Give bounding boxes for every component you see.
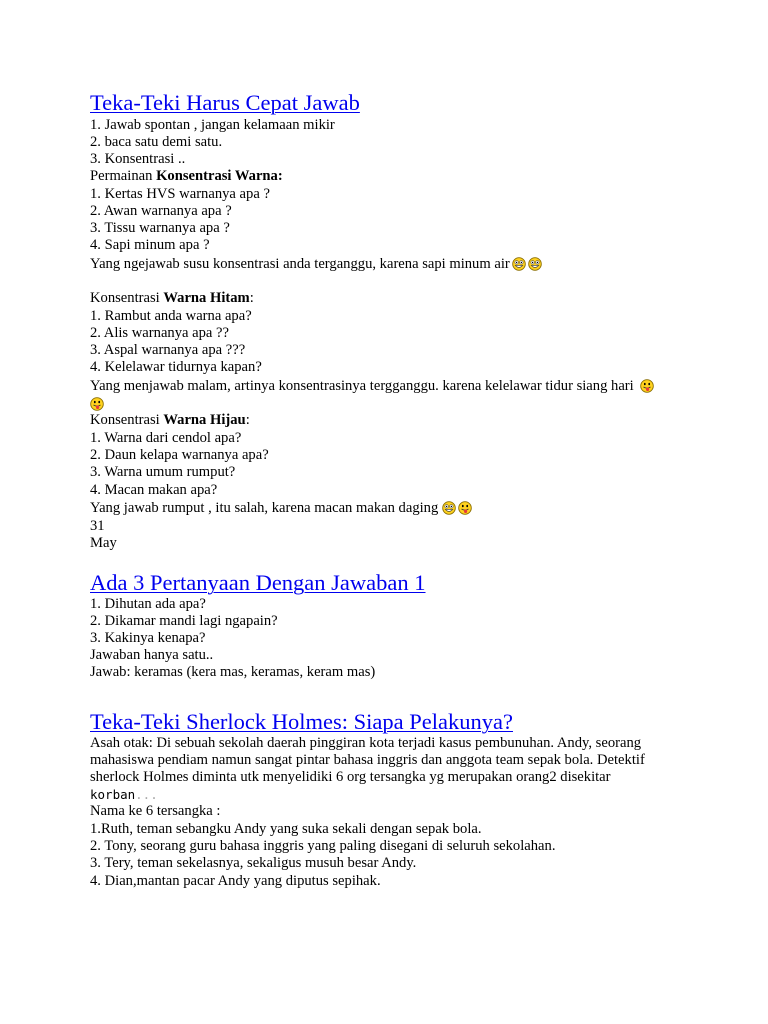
- grin-emoji-icon: [512, 257, 526, 271]
- paragraph-line: sherlock Holmes diminta utk menyelidiki 6 org tersangka yg merupakan orang2 disekitar: [90, 769, 611, 785]
- answer-text: Yang menjawab malam, artinya konsentrasinya tergganggu. karena kelelawar tidur siang hari: [90, 378, 634, 394]
- question-line: 2. Alis warnanya apa ??: [90, 325, 229, 341]
- answer-line: [90, 378, 654, 395]
- heading-prefix: Konsentrasi: [90, 290, 164, 306]
- heading-suffix: :: [245, 412, 250, 428]
- question-line: 1. Kertas HVS warnanya apa ?: [90, 186, 270, 202]
- heading-prefix: Permainan: [90, 168, 157, 184]
- question-line: 2. Dikamar mandi lagi ngapain?: [90, 613, 278, 629]
- grin-emoji-icon: [528, 257, 542, 271]
- suspect-line: 2. Tony, seorang guru bahasa inggris yang paling disegani di seluruh sekolahan.: [90, 838, 556, 854]
- text-line: Nama ke 6 tersangka :: [90, 803, 221, 819]
- heading-suffix: :: [249, 290, 254, 306]
- game-heading: [90, 412, 250, 429]
- question-line: 2. Daun kelapa warnanya apa?: [90, 447, 269, 463]
- tongue-emoji-icon: [90, 397, 104, 411]
- answer-text: Yang jawab rumput , itu salah, karena macan makan daging: [90, 500, 439, 516]
- tongue-emoji-icon: [640, 379, 654, 393]
- question-line: 4. Kelelawar tidurnya kapan?: [90, 359, 262, 375]
- text-line: 3. Konsentrasi ..: [90, 151, 186, 167]
- text-line: 1. Jawab spontan , jangan kelamaan mikir: [90, 117, 335, 133]
- suspect-line: 1.Ruth, teman sebangku Andy yang suka sekali dengan sepak bola.: [90, 821, 482, 837]
- section-title-link[interactable]: Teka-Teki Sherlock Holmes: Siapa Pelakunya?: [90, 709, 513, 734]
- question-line: 3. Aspal warnanya apa ???: [90, 342, 246, 358]
- text-line: 2. baca satu demi satu.: [90, 134, 223, 150]
- question-line: 3. Warna umum rumput?: [90, 464, 236, 480]
- section-title-link[interactable]: Teka-Teki Harus Cepat Jawab: [90, 90, 360, 115]
- suspect-line: 4. Dian,mantan pacar Andy yang diputus sepihak.: [90, 873, 381, 889]
- suspect-line: 3. Tery, teman sekelasnya, sekaligus musuh besar Andy.: [90, 855, 417, 871]
- emoji-line: [90, 396, 104, 413]
- answer-line: [90, 500, 472, 517]
- heading-bold: Konsentrasi Warna:: [156, 168, 283, 184]
- question-line: 1. Warna dari cendol apa?: [90, 430, 242, 446]
- question-line: 3. Kakinya kenapa?: [90, 630, 206, 646]
- date-month: May: [90, 535, 117, 551]
- question-line: 3. Tissu warnanya apa ?: [90, 220, 230, 236]
- heading-bold: Warna Hijau: [163, 412, 246, 428]
- question-line: 2. Awan warnanya apa ?: [90, 203, 232, 219]
- answer-text: Yang ngejawab susu konsentrasi anda terganggu, karena sapi minum air: [90, 256, 510, 272]
- paragraph-line: mahasiswa pendiam namun sangat pintar bahasa inggris dan anggota team sepak bola. Detektif: [90, 752, 645, 768]
- text-line: Jawaban hanya satu..: [90, 647, 214, 663]
- date-day: 31: [90, 518, 105, 534]
- korban-line: [90, 786, 158, 804]
- tongue-emoji-icon: [458, 501, 472, 515]
- question-line: 1. Rambut anda warna apa?: [90, 308, 252, 324]
- section-title-link[interactable]: Ada 3 Pertanyaan Dengan Jawaban 1: [90, 570, 426, 595]
- heading-bold: Warna Hitam: [163, 290, 250, 306]
- grin-emoji-icon: [442, 501, 456, 515]
- question-line: 4. Sapi minum apa ?: [90, 237, 210, 253]
- question-line: 1. Dihutan ada apa?: [90, 596, 206, 612]
- game-heading: [90, 290, 254, 307]
- paragraph-line: Asah otak: Di sebuah sekolah daerah pinggiran kota terjadi kasus pembunuhan. Andy, seorang: [90, 735, 642, 751]
- korban-text: korban: [90, 787, 136, 802]
- korban-ellipsis: ...: [135, 787, 158, 802]
- heading-prefix: Konsentrasi: [90, 412, 164, 428]
- answer-line: Jawab: keramas (kera mas, keramas, keram mas): [90, 664, 376, 680]
- game-heading: [90, 168, 283, 185]
- answer-line: [90, 256, 542, 273]
- question-line: 4. Macan makan apa?: [90, 482, 218, 498]
